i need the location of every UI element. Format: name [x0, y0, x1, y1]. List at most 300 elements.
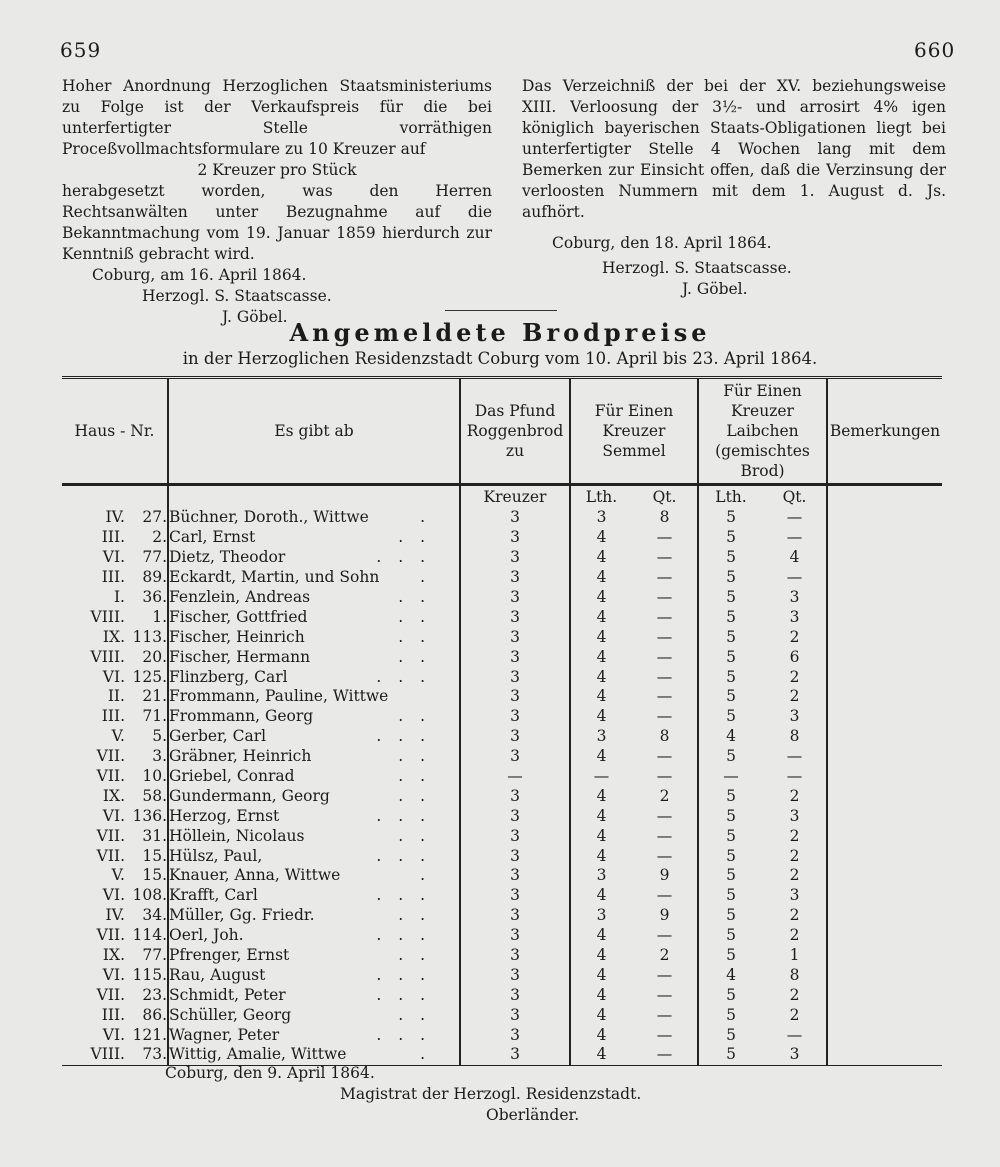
cell-semmel-lth: 3	[570, 508, 632, 528]
house-number: 89.	[142, 568, 167, 587]
cell-baker-name	[168, 926, 460, 946]
cell-haus-nr	[62, 607, 168, 627]
cell-semmel-qt: —	[656, 767, 673, 786]
cell-haus-nr	[62, 707, 168, 727]
cell-baker-name	[168, 965, 460, 985]
cell-baker-name	[168, 1005, 460, 1025]
leader-dots: .	[420, 568, 431, 587]
cell-laibchen-lth: 5	[698, 548, 763, 568]
cell-haus-nr	[62, 508, 168, 528]
cell-roggenbrod-price: 3	[460, 707, 570, 727]
district-number: VIII.	[90, 647, 125, 666]
leader-dots: . .	[398, 767, 431, 786]
table-row	[62, 508, 942, 528]
leader-dots: . .	[398, 627, 431, 646]
leader-dots: . . .	[376, 846, 431, 865]
cell-bemerkungen	[827, 508, 942, 528]
house-number: 58.	[142, 786, 167, 805]
cell-semmel-lth: 4	[570, 687, 632, 707]
cell-laibchen-lth: —	[698, 767, 763, 787]
unit-qt: Qt.	[782, 487, 807, 506]
baker-name: Schüller, Georg	[169, 1005, 292, 1024]
cell-bemerkungen	[827, 528, 942, 548]
cell-semmel-lth: 4	[570, 965, 632, 985]
cell-baker-name	[168, 727, 460, 747]
baker-name: Hülsz, Paul,	[169, 846, 263, 865]
cell-roggenbrod-price: 3	[460, 548, 570, 568]
district-number: IX.	[102, 627, 125, 646]
cell-roggenbrod-price: 3	[460, 846, 570, 866]
cell-bemerkungen	[827, 786, 942, 806]
house-number: 114.	[132, 926, 167, 945]
cell-laibchen-lth: 5	[698, 747, 763, 767]
cell-bemerkungen	[827, 647, 942, 667]
cell-laibchen-lth: 5	[698, 687, 763, 707]
cell-baker-name	[168, 508, 460, 528]
cell-semmel-lth: 4	[570, 806, 632, 826]
cell-semmel-qt: —	[656, 1005, 673, 1024]
district-number: V.	[111, 727, 125, 746]
cell-laibchen-qt: —	[786, 767, 803, 786]
cell-semmel-lth: 4	[570, 786, 632, 806]
leader-dots: . .	[398, 1005, 431, 1024]
house-number: 77.	[142, 548, 167, 567]
cell-bemerkungen	[827, 985, 942, 1005]
leader-dots: . . .	[376, 806, 431, 825]
cell-laibchen-qt: 2	[789, 846, 800, 865]
cell-bemerkungen	[827, 548, 942, 568]
cell-semmel-lth: 3	[570, 906, 632, 926]
cell-semmel-lth: 4	[570, 607, 632, 627]
cell-roggenbrod-price: 3	[460, 906, 570, 926]
cell-laibchen-qt: 2	[789, 866, 800, 885]
district-number: IX.	[102, 786, 125, 805]
cell-baker-name	[168, 747, 460, 767]
house-number: 10.	[142, 767, 167, 786]
baker-name: Knauer, Anna, Wittwe	[169, 866, 341, 885]
cell-laibchen-lth: 5	[698, 1025, 763, 1045]
cell-semmel-lth: 4	[570, 1045, 632, 1065]
district-number: VII.	[96, 826, 125, 845]
cell-laibchen-lth: 4	[698, 965, 763, 985]
header-es-gibt-ab: Es gibt ab	[168, 378, 460, 485]
baker-name: Gräbner, Heinrich	[169, 747, 312, 766]
cell-haus-nr	[62, 647, 168, 667]
cell-semmel-qt: 9	[659, 906, 670, 925]
house-number: 34.	[142, 906, 167, 925]
leader-dots: . .	[398, 607, 431, 626]
cell-haus-nr	[62, 906, 168, 926]
cell-haus-nr	[62, 588, 168, 608]
cell-laibchen-lth: 5	[698, 1005, 763, 1025]
cell-laibchen-lth: 5	[698, 667, 763, 687]
leader-dots: . . .	[376, 727, 431, 746]
cell-laibchen-lth: 5	[698, 786, 763, 806]
cell-haus-nr	[62, 846, 168, 866]
district-number: III.	[101, 568, 125, 587]
cell-baker-name	[168, 786, 460, 806]
cell-baker-name	[168, 627, 460, 647]
notice-office: Herzogl. S. Staatscasse.	[142, 287, 332, 305]
cell-bemerkungen	[827, 588, 942, 608]
cell-bemerkungen	[827, 747, 942, 767]
cell-laibchen-qt: 3	[789, 607, 800, 626]
cell-semmel-qt: —	[656, 687, 673, 706]
cell-semmel-lth: 4	[570, 1005, 632, 1025]
cell-haus-nr	[62, 747, 168, 767]
header-roggenbrod: Das Pfund Roggenbrod zu	[460, 378, 570, 485]
district-number: III.	[101, 1005, 125, 1024]
cell-bemerkungen	[827, 667, 942, 687]
house-number: 113.	[132, 627, 167, 646]
baker-name: Dietz, Theodor	[169, 548, 286, 567]
cell-baker-name	[168, 588, 460, 608]
cell-laibchen-lth: 5	[698, 528, 763, 548]
cell-laibchen-lth: 5	[698, 906, 763, 926]
district-number: V.	[111, 866, 125, 885]
cell-roggenbrod-price: 3	[460, 886, 570, 906]
cell-baker-name	[168, 866, 460, 886]
baker-name: Fenzlein, Andreas	[169, 588, 311, 606]
cell-semmel-qt: 8	[659, 727, 670, 746]
cell-baker-name	[168, 1045, 460, 1065]
cell-roggenbrod-price: 3	[460, 528, 570, 548]
unit-lth: Lth.	[570, 485, 632, 509]
cell-semmel-qt: —	[656, 568, 673, 587]
cell-semmel-qt: —	[656, 607, 673, 626]
cell-semmel-lth: 3	[570, 866, 632, 886]
baker-name: Oerl, Joh.	[169, 926, 244, 945]
cell-baker-name	[168, 906, 460, 926]
cell-laibchen-qt: 2	[789, 667, 800, 686]
cell-roggenbrod-price: 3	[460, 647, 570, 667]
cell-roggenbrod-price: 3	[460, 826, 570, 846]
cell-bemerkungen	[827, 1025, 942, 1045]
cell-baker-name	[168, 886, 460, 906]
cell-laibchen-qt: 3	[789, 806, 800, 825]
cell-laibchen-qt: —	[786, 1025, 803, 1044]
house-number: 36.	[142, 588, 167, 606]
table-row	[62, 548, 942, 568]
cell-laibchen-lth: 5	[698, 707, 763, 727]
table-row	[62, 786, 942, 806]
header-semmel: Für Einen Kreuzer Semmel	[570, 378, 698, 485]
header-bemerkungen: Bemerkungen	[827, 378, 942, 485]
cell-roggenbrod-price: 3	[460, 965, 570, 985]
cell-haus-nr	[62, 886, 168, 906]
district-number: IX.	[102, 946, 125, 965]
house-number: 20.	[142, 647, 167, 666]
district-number: II.	[107, 687, 125, 706]
cell-semmel-qt: —	[656, 985, 673, 1004]
cell-semmel-lth: 4	[570, 826, 632, 846]
cell-laibchen-lth: 5	[698, 886, 763, 906]
notice-body-continued: herabgesetzt worden, was den Herren Rechtsanwälten unter Bezugnahme auf die Bekanntmachung vom 19. Januar 1859 hierdurch zur Kenntniß gebracht wird.	[62, 182, 492, 263]
cell-semmel-lth: 4	[570, 886, 632, 906]
baker-name: Gerber, Carl	[169, 727, 267, 746]
cell-semmel-qt: 9	[659, 866, 670, 885]
house-number: 15.	[142, 866, 167, 885]
baker-name: Höllein, Nicolaus	[169, 826, 305, 845]
cell-roggenbrod-price: 3	[460, 568, 570, 588]
section-divider	[445, 310, 557, 311]
district-number: III.	[101, 707, 125, 726]
leader-dots: . .	[398, 906, 431, 925]
cell-bemerkungen	[827, 806, 942, 826]
cell-laibchen-lth: 5	[698, 1045, 763, 1065]
leader-dots: . . .	[376, 985, 431, 1004]
cell-bemerkungen	[827, 846, 942, 866]
district-number: VII.	[96, 747, 125, 766]
table-row	[62, 946, 942, 966]
cell-haus-nr	[62, 826, 168, 846]
cell-laibchen-qt: —	[786, 568, 803, 587]
cell-laibchen-qt: —	[786, 508, 803, 527]
cell-baker-name	[168, 667, 460, 687]
cell-semmel-qt: —	[656, 707, 673, 726]
house-number: 136.	[132, 806, 167, 825]
cell-semmel-lth: 4	[570, 946, 632, 966]
notice-place-date: Coburg, am 16. April 1864.	[92, 266, 307, 284]
district-number: VI.	[102, 667, 125, 686]
cell-baker-name	[168, 946, 460, 966]
table-row	[62, 826, 942, 846]
cell-roggenbrod-price: 3	[460, 627, 570, 647]
cell-bemerkungen	[827, 866, 942, 886]
cell-laibchen-qt: 3	[789, 707, 800, 726]
cell-roggenbrod-price: 3	[460, 687, 570, 707]
cell-semmel-qt: —	[656, 647, 673, 666]
district-number: VI.	[102, 1025, 125, 1044]
baker-name: Müller, Gg. Friedr.	[169, 906, 315, 925]
cell-laibchen-qt: 3	[789, 588, 800, 606]
cell-bemerkungen	[827, 627, 942, 647]
cell-laibchen-qt: 2	[789, 926, 800, 945]
cell-haus-nr	[62, 767, 168, 787]
cell-laibchen-qt: 8	[789, 965, 800, 984]
leader-dots: . . .	[376, 667, 431, 686]
cell-laibchen-lth: 4	[698, 727, 763, 747]
cell-laibchen-qt: —	[786, 528, 803, 547]
cell-haus-nr	[62, 866, 168, 886]
district-number: VII.	[96, 846, 125, 865]
cell-semmel-qt: —	[656, 1025, 673, 1044]
cell-semmel-qt: —	[656, 588, 673, 606]
cell-semmel-lth: 4	[570, 647, 632, 667]
cell-haus-nr	[62, 528, 168, 548]
house-number: 5.	[152, 727, 167, 746]
table-row	[62, 588, 942, 608]
cell-laibchen-qt: 2	[789, 687, 800, 706]
cell-bemerkungen	[827, 926, 942, 946]
baker-name: Frommann, Georg	[169, 707, 314, 726]
cell-semmel-qt: —	[656, 528, 673, 547]
cell-haus-nr	[62, 727, 168, 747]
cell-baker-name	[168, 985, 460, 1005]
cell-roggenbrod-price: 3	[460, 926, 570, 946]
baker-name: Frommann, Pauline, Wittwe	[169, 687, 389, 706]
cell-baker-name	[168, 806, 460, 826]
leader-dots: . .	[398, 528, 431, 547]
cell-haus-nr	[62, 627, 168, 647]
cell-baker-name	[168, 568, 460, 588]
table-issuer: Magistrat der Herzogl. Residenzstadt.	[340, 1085, 642, 1103]
cell-semmel-lth: 4	[570, 926, 632, 946]
page-number-right: 660	[914, 38, 956, 62]
district-number: VIII.	[90, 607, 125, 626]
cell-semmel-qt: —	[656, 627, 673, 646]
table-row	[62, 747, 942, 767]
table-header-row	[62, 378, 942, 485]
table-signer: Oberländer.	[486, 1106, 580, 1124]
cell-haus-nr	[62, 985, 168, 1005]
cell-semmel-lth: 4	[570, 667, 632, 687]
cell-laibchen-qt: 2	[789, 1005, 800, 1024]
house-number: 23.	[142, 985, 167, 1004]
unit-qt: Qt.	[652, 487, 677, 506]
table-row	[62, 926, 942, 946]
baker-name: Krafft, Carl	[169, 886, 258, 905]
cell-haus-nr	[62, 946, 168, 966]
cell-bemerkungen	[827, 707, 942, 727]
cell-roggenbrod-price: 3	[460, 667, 570, 687]
cell-laibchen-qt: 1	[789, 946, 800, 965]
cell-laibchen-lth: 5	[698, 806, 763, 826]
cell-bemerkungen	[827, 1045, 942, 1065]
table-row	[62, 687, 942, 707]
unit-kreuzer: Kreuzer	[460, 485, 570, 509]
house-number: 71.	[142, 707, 167, 726]
notice-body: Hoher Anordnung Herzoglichen Staatsministeriums zu Folge ist der Verkaufspreis für die bei unterfertigter Stelle vorräthigen Proceßvollmachtsformulare zu 10 Kreuzer auf	[62, 77, 492, 158]
house-number: 115.	[132, 965, 167, 984]
cell-laibchen-qt: 4	[789, 548, 800, 567]
cell-roggenbrod-price: 3	[460, 806, 570, 826]
bread-price-table	[62, 376, 942, 1066]
cell-bemerkungen	[827, 767, 942, 787]
cell-laibchen-qt: 2	[789, 627, 800, 646]
district-number: VII.	[96, 767, 125, 786]
leader-dots: . .	[398, 707, 431, 726]
cell-laibchen-lth: 5	[698, 607, 763, 627]
notice-body: Das Verzeichniß der bei der XV. beziehungsweise XIII. Verloosung der 3½- und arrosirt 4% igen königlich bayerischen Staats-Obligationen liegt bei unterfertigter Stelle 4 Wochen lang mit dem Bemerken zur Einsicht offen, daß die Verzinsung der verloosten Nummern mit dem 1. August d. Js. aufhört.	[522, 77, 946, 221]
house-number: 27.	[142, 508, 167, 527]
table-row	[62, 667, 942, 687]
baker-name: Gundermann, Georg	[169, 786, 330, 805]
table-row	[62, 985, 942, 1005]
leader-dots: . . .	[376, 548, 431, 567]
cell-roggenbrod-price: 3	[460, 946, 570, 966]
table-place-date: Coburg, den 9. April 1864.	[165, 1064, 375, 1082]
cell-haus-nr	[62, 1045, 168, 1065]
baker-name: Büchner, Doroth., Wittwe	[169, 508, 369, 527]
cell-semmel-qt: 8	[659, 508, 670, 527]
cell-baker-name	[168, 687, 460, 707]
table-row	[62, 607, 942, 627]
cell-baker-name	[168, 528, 460, 548]
house-number: 3.	[152, 747, 167, 766]
leader-dots: . . .	[376, 1025, 431, 1044]
leader-dots: .	[420, 866, 431, 885]
cell-bemerkungen	[827, 687, 942, 707]
notice-signer: J. Göbel.	[682, 280, 748, 298]
cell-baker-name	[168, 647, 460, 667]
cell-bemerkungen	[827, 727, 942, 747]
cell-roggenbrod-price: 3	[460, 1045, 570, 1065]
cell-semmel-lth: 4	[570, 627, 632, 647]
house-number: 125.	[132, 667, 167, 686]
table-row	[62, 707, 942, 727]
leader-dots: .	[420, 508, 431, 527]
district-number: VII.	[96, 985, 125, 1004]
cell-haus-nr	[62, 667, 168, 687]
house-number: 77.	[142, 946, 167, 965]
baker-name: Rau, August	[169, 965, 266, 984]
baker-name: Herzog, Ernst	[169, 806, 280, 825]
cell-roggenbrod-price: 3	[460, 985, 570, 1005]
notice-price: 2 Kreuzer pro Stück	[197, 161, 357, 179]
table-row	[62, 727, 942, 747]
cell-baker-name	[168, 846, 460, 866]
table-row	[62, 568, 942, 588]
cell-bemerkungen	[827, 1005, 942, 1025]
cell-semmel-lth: 4	[570, 528, 632, 548]
table-row	[62, 866, 942, 886]
cell-semmel-lth: 4	[570, 846, 632, 866]
cell-bemerkungen	[827, 568, 942, 588]
cell-laibchen-lth: 5	[698, 946, 763, 966]
baker-name: Eckardt, Martin, und Sohn	[169, 568, 380, 587]
house-number: 31.	[142, 826, 167, 845]
cell-laibchen-qt: 8	[789, 727, 800, 746]
cell-bemerkungen	[827, 906, 942, 926]
cell-baker-name	[168, 607, 460, 627]
leader-dots: . . .	[376, 965, 431, 984]
cell-semmel-lth: 4	[570, 1025, 632, 1045]
district-number: III.	[101, 528, 125, 547]
cell-semmel-qt: —	[656, 548, 673, 567]
cell-semmel-lth: 4	[570, 588, 632, 608]
cell-semmel-qt: —	[656, 965, 673, 984]
price-list-subtitle: in der Herzoglichen Residenzstadt Coburg vom 10. April bis 23. April 1864.	[182, 349, 818, 368]
leader-dots: .	[420, 1045, 431, 1064]
cell-laibchen-qt: 2	[789, 786, 800, 805]
cell-laibchen-qt: —	[786, 747, 803, 766]
notice-place-date: Coburg, den 18. April 1864.	[552, 234, 772, 252]
cell-semmel-qt: 2	[659, 946, 670, 965]
leader-dots: . .	[398, 946, 431, 965]
district-number: I.	[113, 588, 125, 606]
baker-name: Schmidt, Peter	[169, 985, 286, 1004]
units-row	[62, 485, 942, 509]
cell-baker-name	[168, 1025, 460, 1045]
baker-name: Griebel, Conrad	[169, 767, 295, 786]
district-number: VII.	[96, 926, 125, 945]
table-row	[62, 846, 942, 866]
cell-haus-nr	[62, 965, 168, 985]
cell-laibchen-lth: 5	[698, 866, 763, 886]
cell-baker-name	[168, 707, 460, 727]
cell-semmel-qt: —	[656, 926, 673, 945]
header-haus-nr: Haus - Nr.	[62, 378, 168, 485]
table-row	[62, 528, 942, 548]
cell-semmel-lth: 4	[570, 548, 632, 568]
cell-semmel-lth: 3	[570, 727, 632, 747]
cell-bemerkungen	[827, 946, 942, 966]
cell-laibchen-lth: 5	[698, 926, 763, 946]
district-number: VI.	[102, 548, 125, 567]
house-number: 1.	[152, 607, 167, 626]
table-row	[62, 806, 942, 826]
